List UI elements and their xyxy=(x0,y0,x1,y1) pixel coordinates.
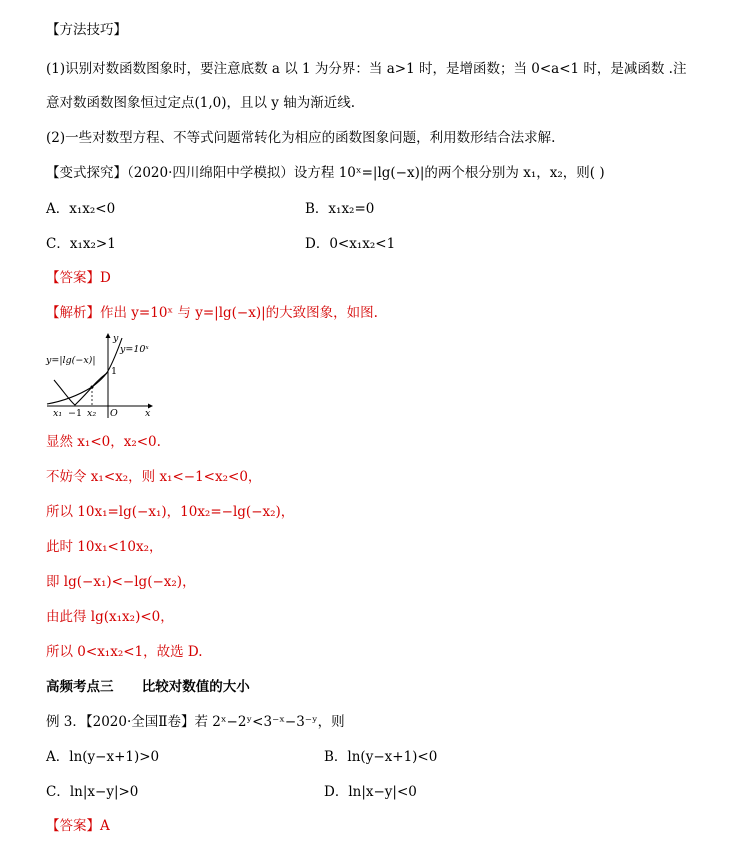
label-x2: x₂ xyxy=(87,408,97,419)
variant-option-c: C．x₁x₂>1 xyxy=(46,236,116,252)
label-origin: O xyxy=(110,408,118,419)
method-heading: 【方法技巧】 xyxy=(46,22,127,38)
variant-question: 【变式探究】（2020·四川绵阳中学模拟）设方程 10ˣ=|lg(−x)|的两个根分别为 x₁，x₂，则( ) xyxy=(46,165,605,181)
solution-line-4: 此时 10x₁<10x₂， xyxy=(46,539,163,555)
example-option-a: A．ln(y−x+1)>0 xyxy=(46,749,160,765)
solution-line-1: 显然 x₁<0，x₂<0. xyxy=(46,434,161,450)
example-question: 例 3．【2020·全国Ⅱ卷】若 2ˣ−2ʸ<3⁻ˣ−3⁻ʸ，则 xyxy=(46,714,345,730)
solution-line-5: 即 lg(−x₁)<−lg(−x₂)， xyxy=(46,574,196,590)
solution-line-2: 不妨令 x₁<x₂，则 x₁<−1<x₂<0， xyxy=(46,469,262,485)
y-axis-arrow xyxy=(106,333,111,338)
function-graph-figure xyxy=(44,330,164,422)
example-option-d: D．ln|x−y|<0 xyxy=(324,784,417,800)
example-option-b: B．ln(y−x+1)<0 xyxy=(324,749,438,765)
method-paragraph-1b: 意对数函数图象恒过定点(1,0)，且以 y 轴为渐近线. xyxy=(46,95,356,111)
label-10-pow-x: y=10ˣ xyxy=(120,344,149,355)
variant-option-a: A．x₁x₂<0 xyxy=(46,201,116,217)
label-abs-lg: y=|lg(−x)| xyxy=(46,355,96,366)
variant-option-b: B．x₁x₂=0 xyxy=(305,201,375,217)
label-y-axis: y xyxy=(113,333,119,344)
label-x-axis: x xyxy=(145,408,151,419)
example-answer: 【答案】A xyxy=(46,818,110,834)
method-paragraph-2: (2)一些对数型方程、不等式问题常转化为相应的函数图象问题，利用数形结合法求解. xyxy=(46,130,556,146)
solution-line-6: 由此得 lg(x₁x₂)<0， xyxy=(46,609,174,625)
variant-option-d: D．0<x₁x₂<1 xyxy=(305,236,396,252)
variant-analysis: 【解析】作出 y=10ˣ 与 y=|lg(−x)|的大致图象，如图. xyxy=(46,305,378,321)
label-x1: x₁ xyxy=(53,408,63,419)
example-option-c: C．ln|x−y|>0 xyxy=(46,784,139,800)
solution-line-7: 所以 0<x₁x₂<1，故选 D. xyxy=(46,644,203,660)
intersection-point xyxy=(91,386,94,389)
method-paragraph-1a: (1)识别对数函数图象时，要注意底数 a 以 1 为分界：当 a>1 时，是增函数；当 0<a<1 时，是减函数 .注 xyxy=(46,61,687,77)
label-neg-one: −1 xyxy=(68,408,83,419)
section-title: 高频考点三 比较对数值的大小 xyxy=(46,679,250,695)
variant-answer: 【答案】D xyxy=(46,270,111,286)
solution-line-3: 所以 10x₁=lg(−x₁)，10x₂=−lg(−x₂)， xyxy=(46,504,295,520)
label-one: 1 xyxy=(111,366,118,377)
